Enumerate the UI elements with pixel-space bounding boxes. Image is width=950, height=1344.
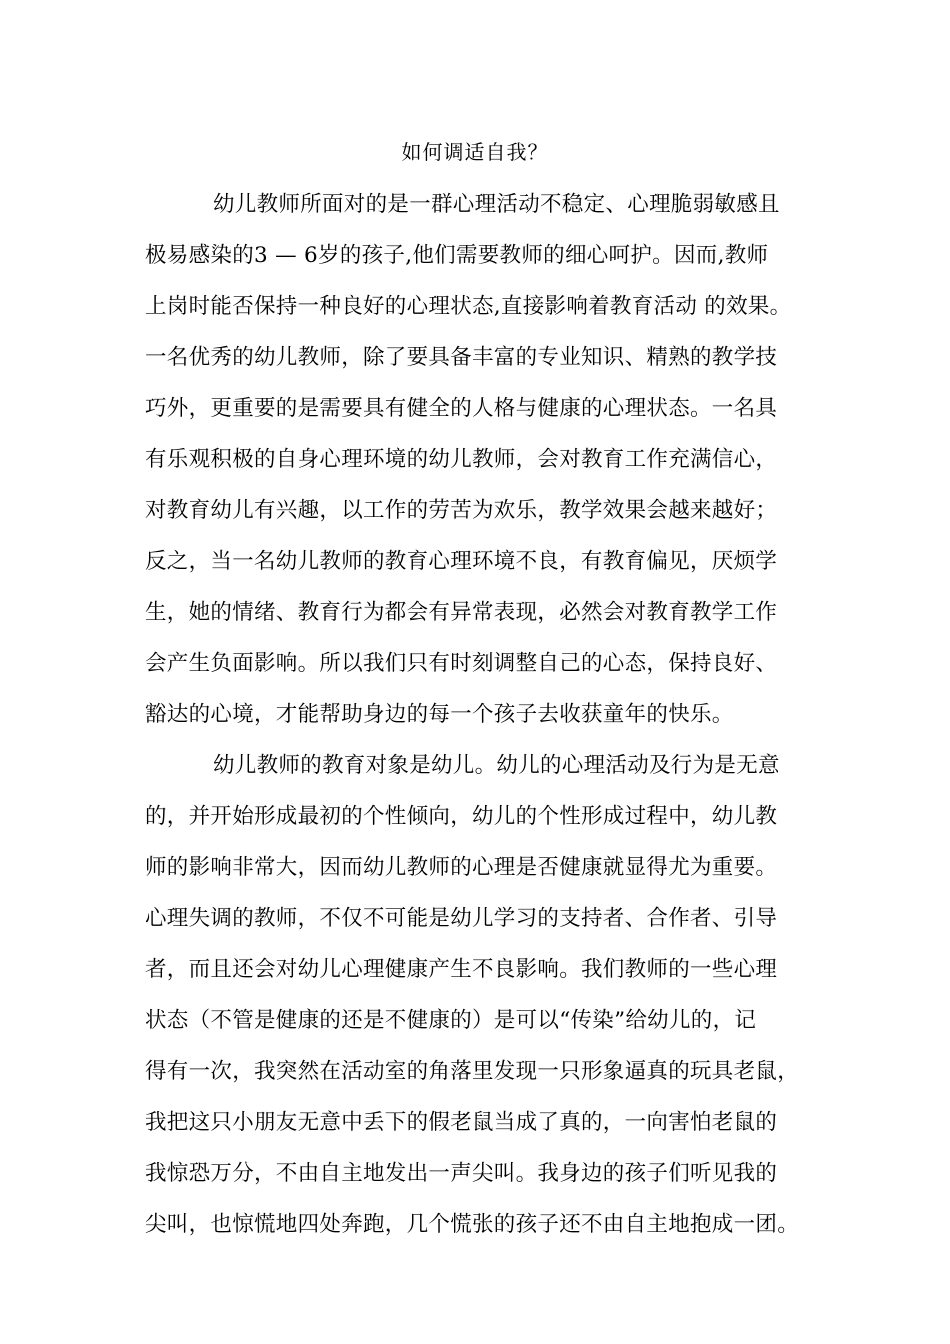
paragraph-line: 得有一次，我突然在活动室的角落里发现一只形象逼真的玩具老鼠，: [145, 1059, 800, 1084]
paragraph-line: 上岗时能否保持一种良好的心理状态,直接影响着教育活动 的效果。: [145, 294, 792, 319]
paragraph-line: 师的影响非常大，因而幼儿教师的心理是否健康就显得尤为重要。: [145, 855, 778, 880]
paragraph-line: 的，并开始形成最初的个性倾向，幼儿的个性形成过程中，幼儿教: [145, 804, 778, 829]
paragraph-line: 尖叫，也惊慌地四处奔跑，几个慌张的孩子还不由自主地抱成一团。: [145, 1212, 800, 1237]
paragraph-line: 我惊恐万分，不由自主地发出一声尖叫。我身边的孩子们听见我的: [145, 1161, 778, 1186]
paragraph-line: 我把这只小朋友无意中丢下的假老鼠当成了真的，一向害怕老鼠的: [145, 1110, 778, 1135]
paragraph-line: 心理失调的教师，不仅不可能是幼儿学习的支持者、合作者、引导: [145, 906, 778, 931]
paragraph-line: 幼儿教师所面对的是一群心理活动不稳定、心理脆弱敏感且: [213, 192, 780, 217]
paragraph-line: 者，而且还会对幼儿心理健康产生不良影响。我们教师的一些心理: [145, 957, 778, 982]
paragraph-line: 对教育幼儿有兴趣，以工作的劳苦为欢乐，教学效果会越来越好；: [145, 498, 778, 523]
paragraph-line: 极易感染的3 — 6岁的孩子,他们需要教师的细心呵护。因而,教师: [145, 243, 769, 268]
paragraph-line: 生，她的情绪、教育行为都会有异常表现，必然会对教育教学工作: [145, 600, 778, 625]
paragraph-line: 状态（不管是健康的还是不健康的）是可以“传染”给幼儿的，记: [145, 1008, 757, 1033]
document-body: [145, 179, 825, 1250]
paragraph-line: 豁达的心境，才能帮助身边的每一个孩子去收获童年的快乐。: [145, 702, 734, 727]
paragraph-line: 一名优秀的幼儿教师，除了要具备丰富的专业知识、精熟的教学技: [145, 345, 778, 370]
paragraph-line: 巧外，更重要的是需要具有健全的人格与健康的心理状态。一名具: [145, 396, 778, 421]
paragraph-line: 反之，当一名幼儿教师的教育心理环境不良，有教育偏见，厌烦学: [145, 549, 778, 574]
paragraph-line: 有乐观积极的自身心理环境的幼儿教师，会对教育工作充满信心，: [145, 447, 778, 472]
paragraph-line: 幼儿教师的教育对象是幼儿。幼儿的心理活动及行为是无意: [213, 753, 780, 778]
document-title: 如何调适自我？: [401, 140, 549, 164]
paragraph-line: 会产生负面影响。所以我们只有时刻调整自己的心态，保持良好、: [145, 651, 778, 676]
